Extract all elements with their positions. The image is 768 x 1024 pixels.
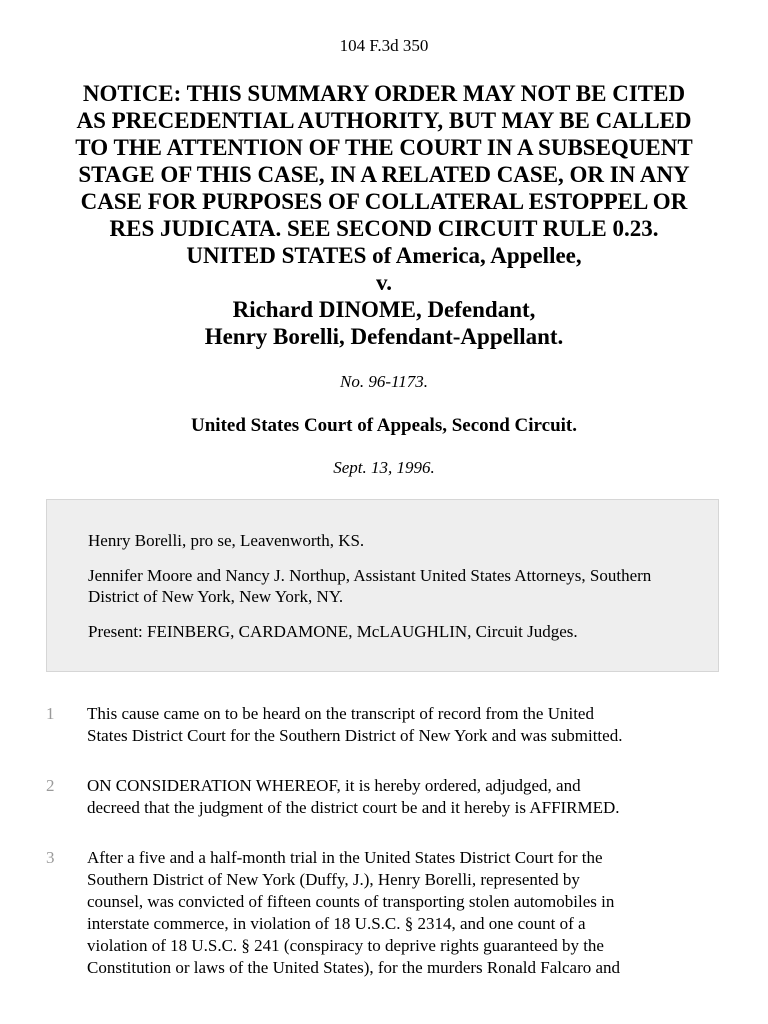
panel-judges: Present: FEINBERG, CARDAMONE, McLAUGHLIN, Circuit Judges. [88,622,578,641]
decision-date: Sept. 13, 1996. [333,458,435,477]
court-name: United States Court of Appeals, Second Circuit. [191,415,577,436]
appellee-party: UNITED STATES of America, Appellee, [186,243,582,268]
notice-line: CASE FOR PURPOSES OF COLLATERAL ESTOPPEL OR [80,189,688,214]
text-line: This cause came on to be heard on the transcript of record from the United [87,704,594,723]
text-line: After a five and a half-month trial in the United States District Court for the [87,848,603,867]
paragraph-number: 3 [46,848,55,867]
paragraph-text [87,847,727,979]
text-line: ON CONSIDERATION WHEREOF, it is hereby ordered, adjudged, and [87,776,581,795]
case-citation: 104 F.3d 350 [339,36,429,55]
notice-line: AS PRECEDENTIAL AUTHORITY, BUT MAY BE CALLED [76,108,692,133]
text-line: Constitution or laws of the United States), for the murders Ronald Falcaro and [87,958,621,977]
text-line: decreed that the judgment of the district court be and it hereby is AFFIRMED. [87,798,620,817]
notice-line: RES JUDICATA. SEE SECOND CIRCUIT RULE 0.23. [109,216,659,241]
counsel-government: Jennifer Moore and Nancy J. Northup, Assistant United States Attorneys, Southern District of New York, New York, NY. [88,566,652,606]
text-line: Southern District of New York (Duffy, J.), Henry Borelli, represented by [87,870,580,889]
paragraph-number: 1 [46,704,55,723]
notice-line: NOTICE: THIS SUMMARY ORDER MAY NOT BE CITED [82,81,686,106]
notice-line: STAGE OF THIS CASE, IN A RELATED CASE, OR IN ANY [78,162,690,187]
case-caption [30,80,738,350]
paragraph-number: 2 [46,776,55,795]
text-line: interstate commerce, in violation of 18 U.S.C. § 2314, and one count of a [87,914,586,933]
text-line: States District Court for the Southern District of New York and was submitted. [87,726,623,745]
text-line: violation of 18 U.S.C. § 241 (conspiracy to deprive rights guaranteed by the [87,936,604,955]
docket-number: No. 96-1173. [340,372,428,391]
text-line: counsel, was convicted of fifteen counts of transporting stolen automobiles in [87,892,615,911]
defendant-party: Richard DINOME, Defendant, [232,297,536,322]
versus: v. [376,270,392,295]
paragraph-text [87,775,727,819]
counsel-panel [46,499,719,672]
counsel-appellant: Henry Borelli, pro se, Leavenworth, KS. [88,531,365,550]
appellant-party: Henry Borelli, Defendant-Appellant. [204,324,564,349]
notice-line: TO THE ATTENTION OF THE COURT IN A SUBSEQUENT [75,135,693,160]
paragraph-text [87,703,727,747]
